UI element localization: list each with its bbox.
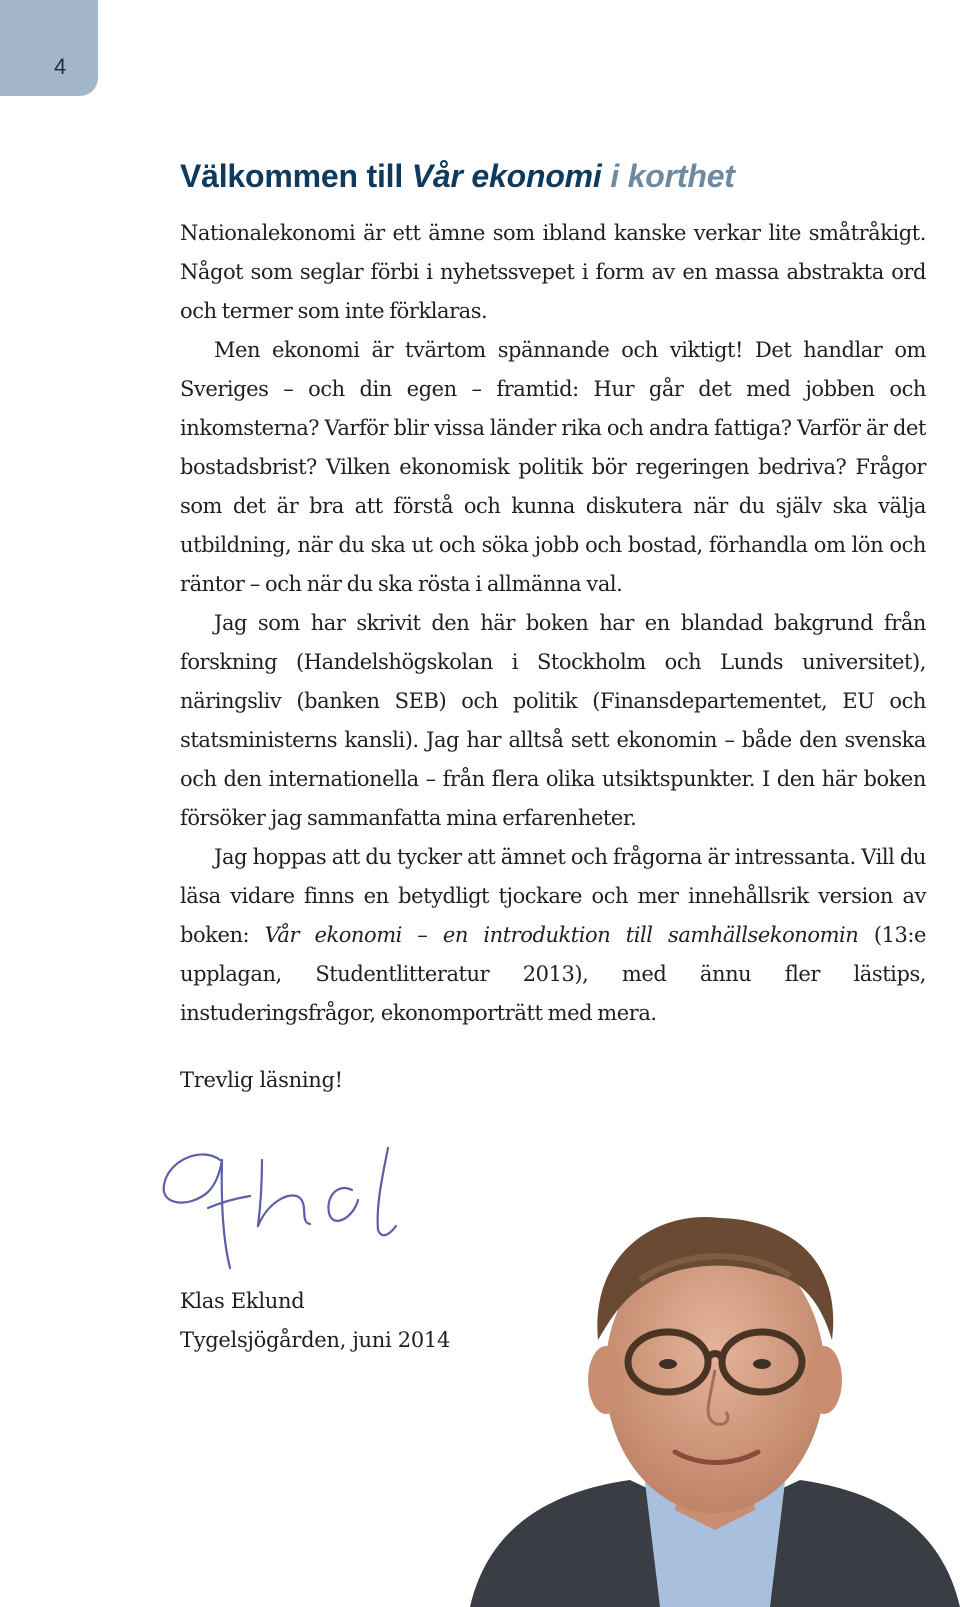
author-name: Klas Eklund bbox=[180, 1289, 305, 1313]
page-number: 4 bbox=[54, 54, 67, 79]
paragraph-2: Men ekonomi är tvärtom spännande och viktigt! Det handlar om Sveriges – och din egen – framtid: Hur går det med jobben och inkomsterna? Varför blir vissa länder rika och andra fattiga? Varför är det bostadsbrist? Vilken ekonomisk politik bör regeringen bedriva? Frågor som det är bra att förstå och kunna diskutera när du själv ska välja utbildning, när du ska ut och söka jobb och bostad, förhandla om lön och räntor – och när du ska rösta i allmänna val. bbox=[180, 338, 926, 596]
page-tab bbox=[0, 0, 98, 96]
book-reference: Vår ekonomi – en introduktion till samhällsekonomin bbox=[264, 923, 859, 947]
author-block bbox=[180, 1282, 450, 1360]
paragraph-4-text-b: (13:e upplagan, Studentlitteratur 2013), med ännu fler lästips, instuderingsfrågor, ekonomporträtt med mera. bbox=[180, 923, 926, 1025]
page-heading bbox=[180, 158, 735, 195]
paragraph-4-text-a: Jag hoppas att du tycker att ämnet och frågorna är intressanta. Vill du läsa vidare finns en betydligt tjockare och mer innehållsrik version av boken: bbox=[180, 845, 926, 947]
handwritten-signature bbox=[150, 1130, 460, 1280]
heading-book-title: Vår ekonomi bbox=[411, 158, 602, 194]
place-date: Tygelsjögården, juni 2014 bbox=[180, 1328, 451, 1352]
paragraph-3: Jag som har skrivit den här boken har en blandad bakgrund från forskning (Handelshögskolan i Stockholm och Lunds universitet), näringsliv (banken SEB) och politik (Finansdepartementet, EU och statsministerns kansli). Jag har alltså sett ekonomin – både den svenska och den internationella – från flera olika utsiktspunkter. I den här boken försöker jag sammanfatta mina erfarenheter. bbox=[180, 611, 926, 830]
heading-part-3: i korthet bbox=[601, 158, 735, 194]
closing-line: Trevlig läsning! bbox=[180, 1068, 343, 1092]
author-portrait bbox=[470, 1190, 960, 1607]
paragraph-1: Nationalekonomi är ett ämne som ibland kanske verkar lite småtråkigt. Något som seglar förbi i nyhetssvepet i form av en massa abstrakta ord och termer som inte förklaras. bbox=[180, 221, 926, 323]
paragraph-4 bbox=[180, 838, 926, 1033]
heading-part-1: Välkommen till bbox=[180, 158, 412, 194]
body-text bbox=[180, 214, 926, 1033]
